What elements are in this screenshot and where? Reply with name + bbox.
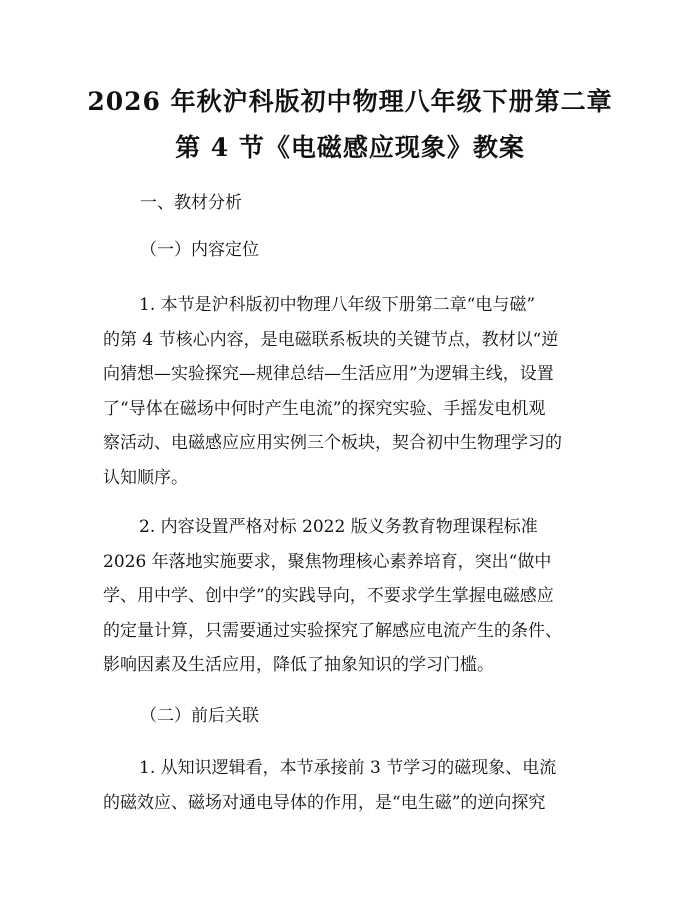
subsection-heading-connections: （二）前后关联 xyxy=(140,706,259,726)
paragraph-line: 认知顺序。 xyxy=(103,467,188,488)
paragraph-line: 影响因素及生活应用，降低了抽象知识的学习门槛。 xyxy=(103,655,494,675)
paragraph-3 xyxy=(103,751,595,820)
paragraph-line: 了“导体在磁场中何时产生电流”的探究实验、手摇发电机观 xyxy=(103,398,546,419)
paragraph-line: 向猜想—实验探究—规律总结—生活应用”为逻辑主线，设置 xyxy=(103,364,554,384)
paragraph-line: 1. 本节是沪科版初中物理八年级下册第二章“电与磁” xyxy=(139,295,536,315)
paragraph-line: 的磁效应、磁场对通电导体的作用，是“电生磁”的逆向探究 xyxy=(103,792,546,813)
paragraph-line: 1. 从知识逻辑看，本节承接前 3 节学习的磁现象、电流 xyxy=(139,758,557,778)
paragraph-line: 的第 4 节核心内容，是电磁联系板块的关键节点，教材以“逆 xyxy=(103,329,559,350)
paragraph-line: 察活动、电磁感应应用实例三个板块，契合初中生物理学习的 xyxy=(103,433,562,453)
paragraph-2 xyxy=(103,510,595,683)
section-heading-textbook-analysis: 一、教材分析 xyxy=(140,193,242,213)
subsection-heading-content-positioning: （一）内容定位 xyxy=(140,240,259,260)
paragraph-line: 学、用中学、创中学”的实践导向，不要求学生掌握电磁感应 xyxy=(103,586,554,606)
paragraph-line: 2. 内容设置严格对标 2022 版义务教育物理课程标准 xyxy=(139,517,538,537)
paragraph-line: 的定量计算，只需要通过实验探究了解感应电流产生的条件、 xyxy=(103,620,562,641)
document-title-line2: 第 4 节《电磁感应现象》教案 xyxy=(175,133,525,162)
paragraph-1 xyxy=(103,288,595,495)
document-title-line1: 2026 年秋沪科版初中物理八年级下册第二章 xyxy=(87,87,613,116)
paragraph-line: 2026 年落地实施要求，聚焦物理核心素养培育，突出“做中 xyxy=(103,551,552,572)
